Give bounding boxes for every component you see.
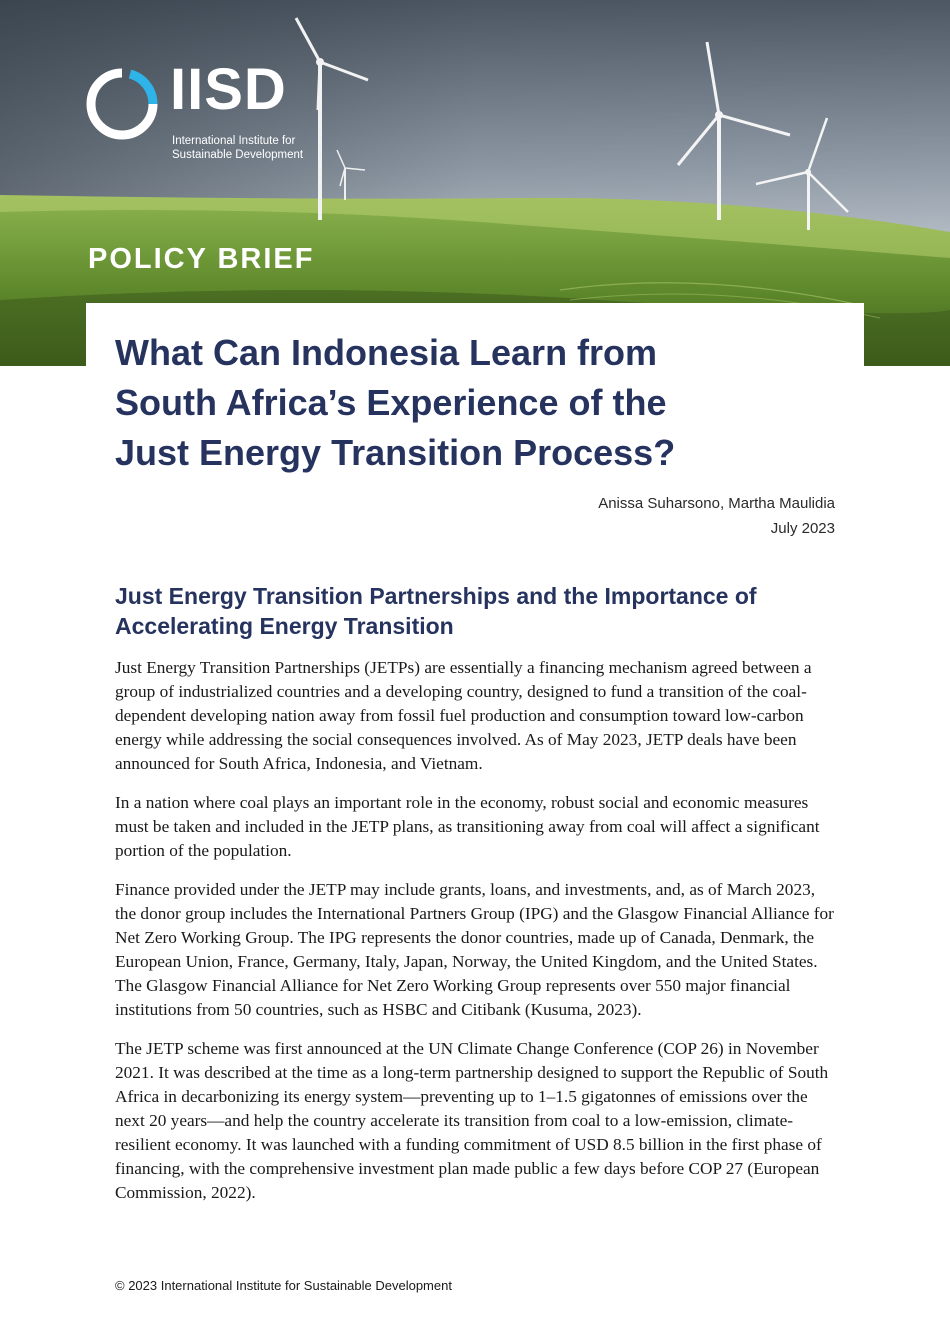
paragraph: In a nation where coal plays an important role in the economy, robust social and economic measures must be taken and included in the JETP plans, as transitioning away from coal will affect a significant portion of the population. xyxy=(115,793,820,860)
page-title xyxy=(115,328,835,478)
title-line: What Can Indonesia Learn from xyxy=(115,332,658,373)
publication-date: July 2023 xyxy=(770,520,835,537)
logo-wordmark: IISD xyxy=(170,57,287,122)
paragraph: The JETP scheme was first announced at the UN Climate Change Conference (COP 26) in November 2021. It was described at the time as a long-term partnership designed to support the Republic of South Africa in decarbonizing its energy system—preventing up to 1–1.5 gigatonnes of emissions over the next 20 years—and help the country accelerate its transition from coal to a low-emission, climate-resilient economy. It was launched with a funding commitment of USD 8.5 billion in the first phase of financing, with the comprehensive investment plan made public a few days before COP 27 (European Commission, 2022). xyxy=(115,1039,829,1202)
section-heading xyxy=(115,581,855,641)
iisd-ring-icon xyxy=(86,68,158,140)
logo-subtitle xyxy=(172,134,303,162)
logo-subtitle-line: Sustainable Development xyxy=(172,149,304,161)
paragraph: Finance provided under the JETP may include grants, loans, and investments, and, as of March 2023, the donor group includes the International Partners Group (IPG) and the Glasgow Financial Alliance for Net Zero Working Group. The IPG represents the donor countries, made up of Canada, Denmark, the European Union, France, Germany, Italy, Japan, Norway, the United Kingdom, and the United States. The Glasgow Financial Alliance for Net Zero Working Group represents over 550 major financial institutions from 50 countries, such as HSBC and Citibank (Kusuma, 2023). xyxy=(115,880,834,1019)
document-type-label: POLICY BRIEF xyxy=(88,243,315,275)
title-line: South Africa’s Experience of the xyxy=(115,382,667,423)
copyright-footer: © 2023 International Institute for Sustainable Development xyxy=(115,1278,452,1293)
paragraph: Just Energy Transition Partnerships (JETPs) are essentially a financing mechanism agreed between a group of industrialized countries and a developing country, designed to fund a transition of the coal-dependent developing nation away from fossil fuel production and consumption toward low-carbon energy while addressing the social consequences involved. As of May 2023, JETP deals have been announced for South Africa, Indonesia, and Vietnam. xyxy=(115,658,812,773)
title-line: Just Energy Transition Process? xyxy=(115,432,676,473)
authors: Anissa Suharsono, Martha Maulidia xyxy=(598,495,835,512)
logo-subtitle-line: International Institute for xyxy=(172,135,296,147)
byline xyxy=(598,491,835,541)
section-heading-line: Accelerating Energy Transition xyxy=(115,613,454,639)
iisd-logo[interactable] xyxy=(86,57,346,168)
body-text xyxy=(115,656,840,1220)
section-heading-line: Just Energy Transition Partnerships and the Importance of xyxy=(115,583,757,609)
